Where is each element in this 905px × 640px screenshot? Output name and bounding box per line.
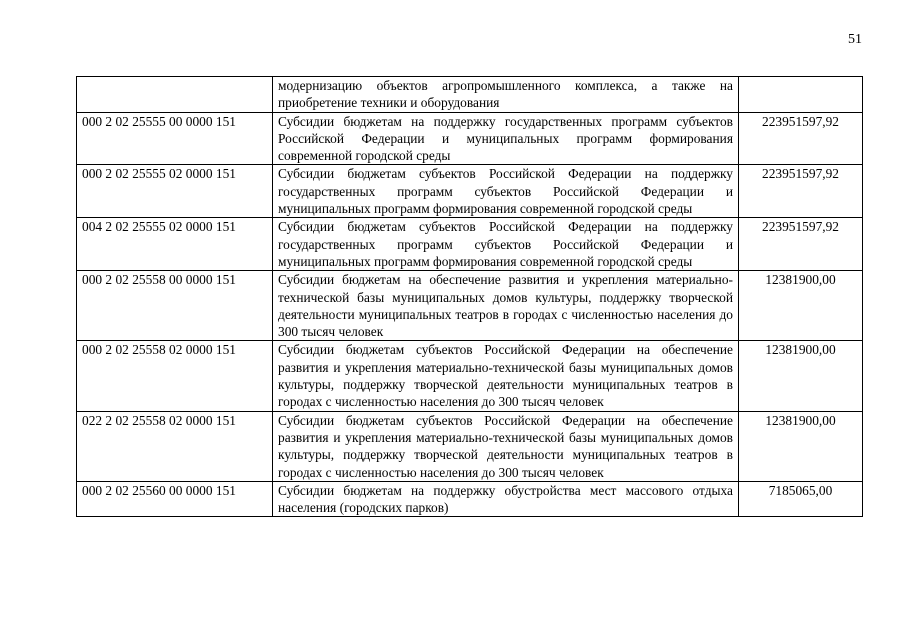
budget-code: 004 2 02 25555 02 0000 151: [77, 218, 273, 271]
amount: 223951597,92: [739, 165, 863, 218]
description: Субсидии бюджетам субъектов Российской Федерации на поддержку государственных программ субъектов Российской Федерации и муниципальных программ формирования современной городской среды: [273, 218, 739, 271]
table-row: [77, 481, 863, 517]
table-row: [77, 165, 863, 218]
amount: 12381900,00: [739, 341, 863, 411]
amount: 12381900,00: [739, 271, 863, 341]
page-number: 51: [848, 32, 862, 47]
budget-code: 022 2 02 25558 02 0000 151: [77, 411, 273, 481]
amount: 223951597,92: [739, 112, 863, 165]
table-row: [77, 112, 863, 165]
table-row: [77, 77, 863, 113]
budget-code: 000 2 02 25558 02 0000 151: [77, 341, 273, 411]
budget-code: 000 2 02 25560 00 0000 151: [77, 481, 273, 517]
budget-code: [77, 77, 273, 113]
description: Субсидии бюджетам субъектов Российской Федерации на обеспечение развития и укрепления материально-технической базы муниципальных домов культуры, поддержку творческой деятельности муниципальных театров в городах с численностью населения до 300 тысяч человек: [273, 411, 739, 481]
budget-table: [76, 76, 863, 517]
amount: 7185065,00: [739, 481, 863, 517]
budget-code: 000 2 02 25555 00 0000 151: [77, 112, 273, 165]
table-row: [77, 271, 863, 341]
amount: 223951597,92: [739, 218, 863, 271]
budget-code: 000 2 02 25555 02 0000 151: [77, 165, 273, 218]
description: модернизацию объектов агропромышленного комплекса, а также на приобретение техники и оборудования: [273, 77, 739, 113]
amount: [739, 77, 863, 113]
description: Субсидии бюджетам субъектов Российской Федерации на поддержку государственных программ субъектов Российской Федерации и муниципальных программ формирования современной городской среды: [273, 165, 739, 218]
budget-code: 000 2 02 25558 00 0000 151: [77, 271, 273, 341]
description: Субсидии бюджетам на поддержку государственных программ субъектов Российской Федерации и муниципальных программ формирования современной городской среды: [273, 112, 739, 165]
amount: 12381900,00: [739, 411, 863, 481]
table-row: [77, 341, 863, 411]
description: Субсидии бюджетам на поддержку обустройства мест массового отдыха населения (городских парков): [273, 481, 739, 517]
table-row: [77, 218, 863, 271]
description: Субсидии бюджетам субъектов Российской Федерации на обеспечение развития и укрепления материально-технической базы муниципальных домов культуры, поддержку творческой деятельности муниципальных театров в городах с численностью населения до 300 тысяч человек: [273, 341, 739, 411]
table-row: [77, 411, 863, 481]
description: Субсидии бюджетам на обеспечение развития и укрепления материально-технической базы муниципальных домов культуры, поддержку творческой деятельности муниципальных театров в городах с численностью населения до 300 тысяч человек: [273, 271, 739, 341]
